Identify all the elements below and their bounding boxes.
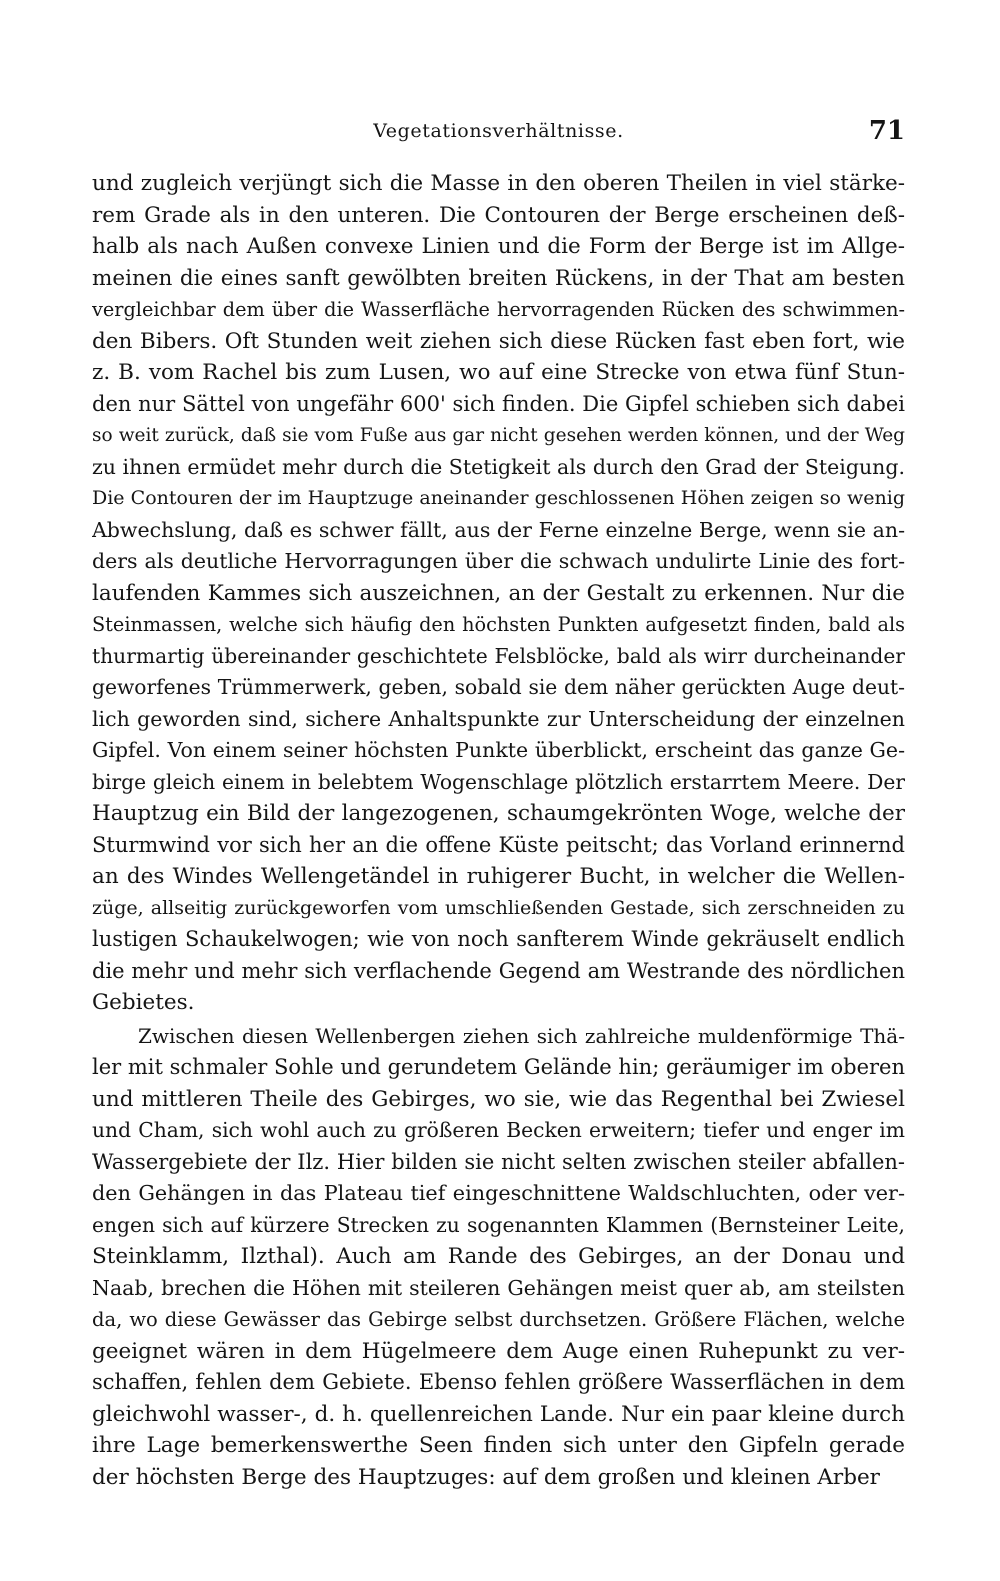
paragraph xyxy=(92,168,905,1019)
text-line: und zugleich verjüngt sich die Masse in den oberen Theilen in viel stärke- xyxy=(92,171,905,196)
text-line: den Bibers. Oft Stunden weit ziehen sich diese Rücken fast eben fort, wie xyxy=(92,328,905,354)
text-line: geeignet wären in dem Hügelmeere dem Auge einen Ruhepunkt zu ver- xyxy=(92,1338,905,1364)
text-line: und Cham, sich wohl auch zu größeren Becken erweitern; tiefer und enger im xyxy=(92,1118,905,1142)
text-line: rem Grade als in den unteren. Die Contouren der Berge erscheinen deß- xyxy=(92,202,905,228)
text-line: meinen die eines sanft gewölbten breiten Rückens, in der That am besten xyxy=(92,265,905,291)
text-line: lustigen Schaukelwogen; wie von noch sanfterem Winde gekräuselt endlich xyxy=(92,927,905,951)
text-line: ders als deutliche Hervorragungen über die schwach undulirte Linie des fort- xyxy=(92,549,905,573)
text-line: Steinklamm, Ilzthal). Auch am Rande des Gebirges, an der Donau und xyxy=(92,1244,905,1269)
text-line: Naab, brechen die Höhen mit steileren Gehängen meist quer ab, am steilsten xyxy=(92,1275,905,1300)
text-line: Abwechslung, daß es schwer fällt, aus der Ferne einzelne Berge, wenn sie an- xyxy=(92,517,905,542)
text-line: Wassergebiete der Ilz. Hier bilden sie nicht selten zwischen steiler abfallen- xyxy=(92,1149,905,1174)
text-line: und mittleren Theile des Gebirges, wo sie, wie das Regenthal bei Zwiesel xyxy=(92,1086,905,1112)
text-line: den nur Sättel von ungefähr 600' sich finden. Die Gipfel schieben sich dabei xyxy=(92,391,905,416)
text-line: der höchsten Berge des Hauptzuges: auf dem großen und kleinen Arber xyxy=(92,1464,880,1490)
text-line: den Gehängen in das Plateau tief eingeschnittene Waldschluchten, oder ver- xyxy=(92,1181,905,1205)
text-line: geworfenes Trümmerwerk, geben, sobald sie dem näher gerückten Auge deut- xyxy=(92,675,905,699)
text-line: da, wo diese Gewässer das Gebirge selbst durchsetzen. Größere Flächen, welche xyxy=(92,1308,905,1331)
running-head xyxy=(92,116,905,150)
body-text xyxy=(92,168,905,1493)
text-line: Steinmassen, welche sich häufig den höchsten Punkten aufgesetzt finden, bald als xyxy=(92,613,905,636)
text-line: halb als nach Außen convexe Linien und die Form der Berge ist im Allge- xyxy=(92,234,905,259)
text-line: Sturmwind vor sich her an die offene Küste peitscht; das Vorland erinnernd xyxy=(92,832,905,857)
text-line: birge gleich einem in belebtem Wogenschlage plötzlich erstarrtem Meere. Der xyxy=(92,769,905,794)
text-line: so weit zurück, daß sie vom Fuße aus gar nicht gesehen werden können, und der Weg xyxy=(92,425,905,446)
page-number: 71 xyxy=(868,116,905,146)
text-line: Zwischen diesen Wellenbergen ziehen sich zahlreiche muldenförmige Thä- xyxy=(138,1023,905,1048)
text-line: laufenden Kammes sich auszeichnen, an der Gestalt zu erkennen. Nur die xyxy=(92,580,905,606)
text-line: Hauptzug ein Bild der langezogenen, schaumgekrönten Woge, welche der xyxy=(92,801,905,826)
text-line: thurmartig übereinander geschichtete Felsblöcke, bald als wirr durcheinander xyxy=(92,643,905,668)
text-line: schaffen, fehlen dem Gebiete. Ebenso fehlen größere Wasserflächen in dem xyxy=(92,1370,905,1394)
text-line: die mehr und mehr sich verflachende Gegend am Westrande des nördlichen xyxy=(92,958,905,983)
text-line: Die Contouren der im Hauptzuge aneinander geschlossenen Höhen zeigen so wenig xyxy=(92,487,905,509)
text-line: ler mit schmaler Sohle und gerundetem Gelände hin; geräumiger im oberen xyxy=(92,1055,905,1079)
text-line: züge, allseitig zurückgeworfen vom umschließenden Gestade, sich zerschneiden zu xyxy=(92,896,905,919)
running-title: Vegetationsverhältnisse. xyxy=(373,120,624,142)
paragraph xyxy=(92,1021,905,1494)
text-line: an des Windes Wellengetändel in ruhigerer Bucht, in welcher die Wellen- xyxy=(92,864,905,889)
text-line: gleichwohl wasser-, d. h. quellenreichen Lande. Nur ein paar kleine durch xyxy=(92,1401,905,1427)
text-line: zu ihnen ermüdet mehr durch die Stetigkeit als durch den Grad der Steigung. xyxy=(92,454,905,479)
text-line: lich geworden sind, sichere Anhaltspunkte zur Unterscheidung der einzelnen xyxy=(92,706,905,731)
text-line: Gebietes. xyxy=(92,990,195,1015)
text-line: ihre Lage bemerkenswerthe Seen finden sich unter den Gipfeln gerade xyxy=(92,1433,905,1458)
text-line: engen sich auf kürzere Strecken zu sogenannten Klammen (Bernsteiner Leite, xyxy=(92,1212,905,1237)
text-line: vergleichbar dem über die Wasserfläche hervorragenden Rücken des schwimmen- xyxy=(92,298,905,321)
text-line: Gipfel. Von einem seiner höchsten Punkte überblickt, erscheint das ganze Ge- xyxy=(92,738,905,762)
text-line: z. B. vom Rachel bis zum Lusen, wo auf eine Strecke von etwa fünf Stun- xyxy=(92,360,905,385)
